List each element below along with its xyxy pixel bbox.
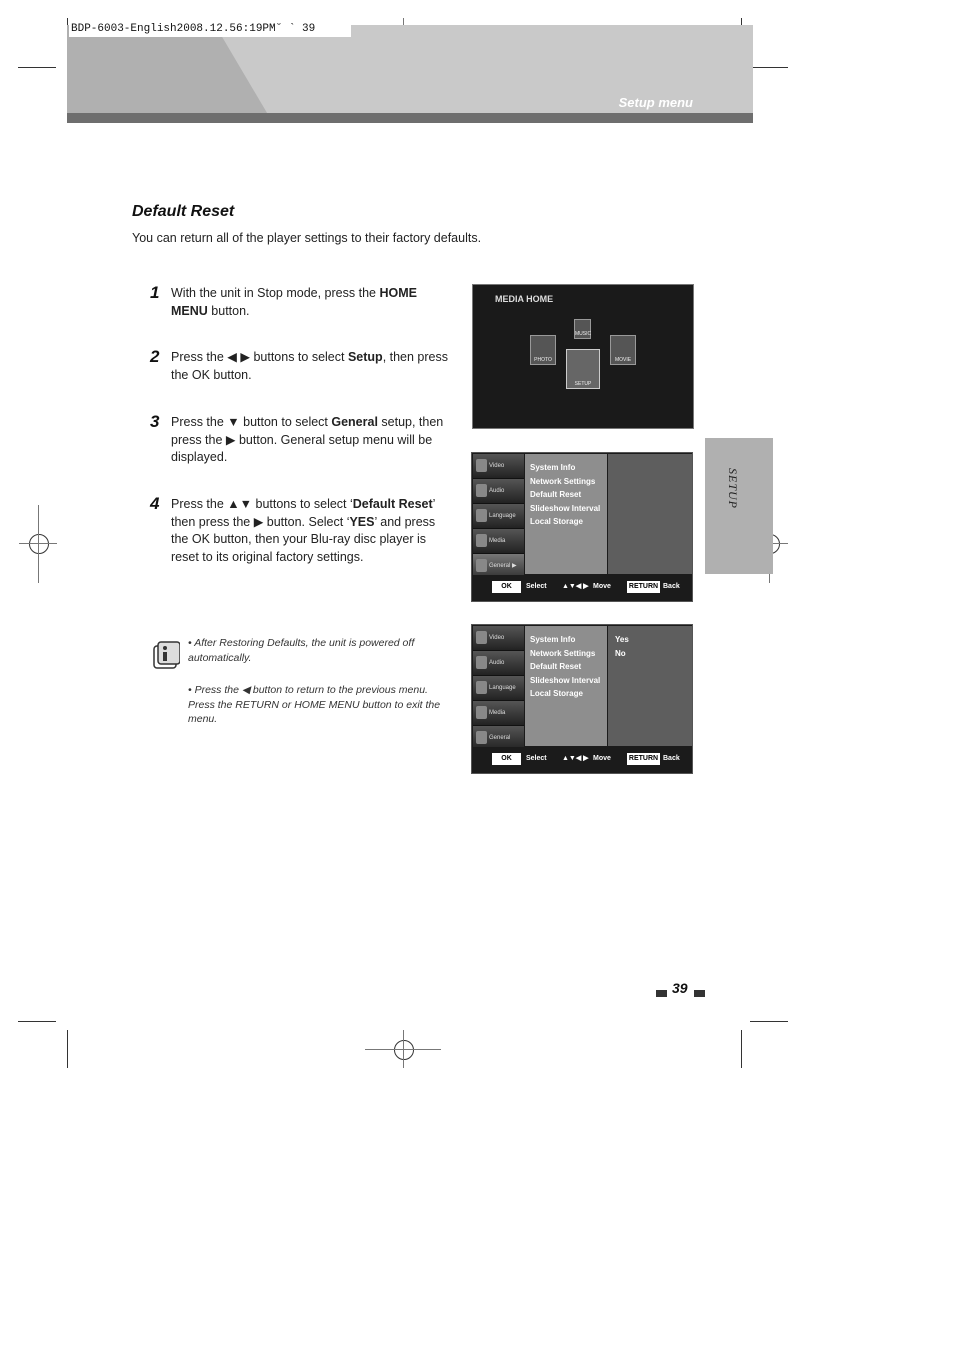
step-text: Press the ▲▼ buttons to select ‘Default Reset’ then press the ▶ button. Select ‘YES’ and press the OK button, then your Blu-ray disc player is reset to its original factory settings. — [171, 497, 436, 564]
menu-option: Default Reset — [530, 490, 582, 499]
video-icon — [476, 459, 487, 472]
note-item: • After Restoring Defaults, the unit is powered off automatically. — [188, 637, 415, 664]
menu-option: Slideshow Interval — [530, 675, 601, 685]
page-title: Default Reset — [132, 203, 235, 220]
media-icon — [476, 706, 487, 719]
header-bottom-bar — [67, 113, 753, 123]
setup-icon: SETUP — [566, 349, 600, 389]
crop-mark — [18, 1021, 56, 1022]
menu-category-media: Media — [473, 701, 524, 726]
back-label: Back — [663, 755, 680, 762]
section-title: Setup menu — [618, 95, 693, 110]
language-icon — [476, 681, 487, 694]
menu-help-bar — [473, 747, 691, 772]
menu-values — [608, 454, 692, 574]
no-option: No — [615, 648, 626, 658]
menu-option: Default Reset — [530, 662, 582, 671]
menu-category-language: Language — [473, 504, 524, 529]
print-slug: BDP-6003-English2008.12.56:19PM˘ ` 39 — [69, 21, 351, 37]
audio-icon — [476, 656, 487, 669]
crop-mark — [750, 67, 788, 68]
header-band — [67, 25, 753, 123]
intro-text: You can return all of the player settings to their factory defaults. — [132, 231, 482, 245]
menu-category-list — [473, 454, 524, 574]
menu-options — [525, 626, 607, 746]
menu-option: Slideshow Interval — [530, 503, 601, 513]
step-number: 2 — [150, 347, 160, 366]
registration-mark — [38, 505, 39, 583]
step-text: Press the ▼ button to select General setup, then press the ▶ button. General setup menu will be displayed. — [171, 415, 444, 464]
menu-category-general: General — [473, 726, 524, 751]
side-tab-label: SETUP — [726, 468, 740, 509]
menu-option: System Info — [530, 463, 576, 472]
crop-mark — [18, 67, 56, 68]
crop-mark — [67, 1030, 68, 1068]
default-reset-screen — [471, 624, 693, 774]
menu-category-audio: Audio — [473, 479, 524, 504]
side-tab — [705, 438, 773, 574]
registration-mark — [394, 1040, 414, 1060]
menu-category-media: Media — [473, 529, 524, 554]
general-menu-screen — [471, 452, 693, 602]
step-text: Press the ◀ ▶ buttons to select Setup, then press the OK button. — [171, 350, 449, 382]
crop-mark — [741, 1030, 742, 1068]
menu-options — [525, 454, 607, 574]
menu-option: Network Settings — [530, 648, 596, 658]
move-label: Move — [593, 583, 611, 590]
menu-option: Local Storage — [530, 517, 583, 526]
move-arrows: ▲▼◀ ▶ — [562, 755, 589, 762]
media-icon — [476, 534, 487, 547]
menu-category-language: Language — [473, 676, 524, 701]
step-text: With the unit in Stop mode, press the HOME MENU button. — [171, 286, 417, 318]
language-icon — [476, 509, 487, 522]
menu-category-video: Video — [473, 626, 524, 651]
menu-option: System Info — [530, 635, 576, 644]
photo-icon: PHOTO — [530, 335, 556, 365]
info-note-icon — [152, 640, 180, 670]
menu-option: Local Storage — [530, 689, 583, 698]
registration-mark — [29, 534, 49, 554]
move-arrows: ▲▼◀ ▶ — [562, 583, 589, 590]
page-number-bar-right — [694, 990, 705, 997]
menu-option: Network Settings — [530, 476, 596, 486]
step-number: 1 — [150, 283, 160, 302]
menu-category-general: General ▶ — [473, 554, 524, 579]
menu-help-bar — [473, 575, 691, 600]
audio-icon — [476, 484, 487, 497]
menu-category-list — [473, 626, 524, 746]
menu-category-audio: Audio — [473, 651, 524, 676]
ok-key: OK — [492, 581, 521, 593]
note-item: • Press the ◀ button to return to the previous menu. Press the RETURN or HOME MENU button to exit the menu. — [188, 684, 441, 725]
step-number: 4 — [150, 494, 160, 513]
return-key: RETURN — [627, 753, 660, 765]
menu-values — [608, 626, 692, 746]
yes-option: Yes — [615, 635, 629, 644]
crop-mark — [750, 1021, 788, 1022]
media-home-title: MEDIA HOME — [495, 294, 554, 304]
music-icon: MUSIC — [574, 319, 591, 339]
gear-icon — [476, 559, 487, 572]
move-label: Move — [593, 755, 611, 762]
step-number: 3 — [150, 412, 160, 431]
back-label: Back — [663, 583, 680, 590]
select-label: Select — [526, 755, 547, 762]
gear-icon — [476, 731, 487, 744]
movie-icon: MOVIE — [610, 335, 636, 365]
menu-category-video: Video — [473, 454, 524, 479]
page-number: 39 — [672, 980, 688, 996]
page-number-bar-left — [656, 990, 667, 997]
media-home-screen — [472, 284, 694, 429]
video-icon — [476, 631, 487, 644]
return-key: RETURN — [627, 581, 660, 593]
select-label: Select — [526, 583, 547, 590]
ok-key: OK — [492, 753, 521, 765]
registration-mark — [403, 1030, 404, 1068]
